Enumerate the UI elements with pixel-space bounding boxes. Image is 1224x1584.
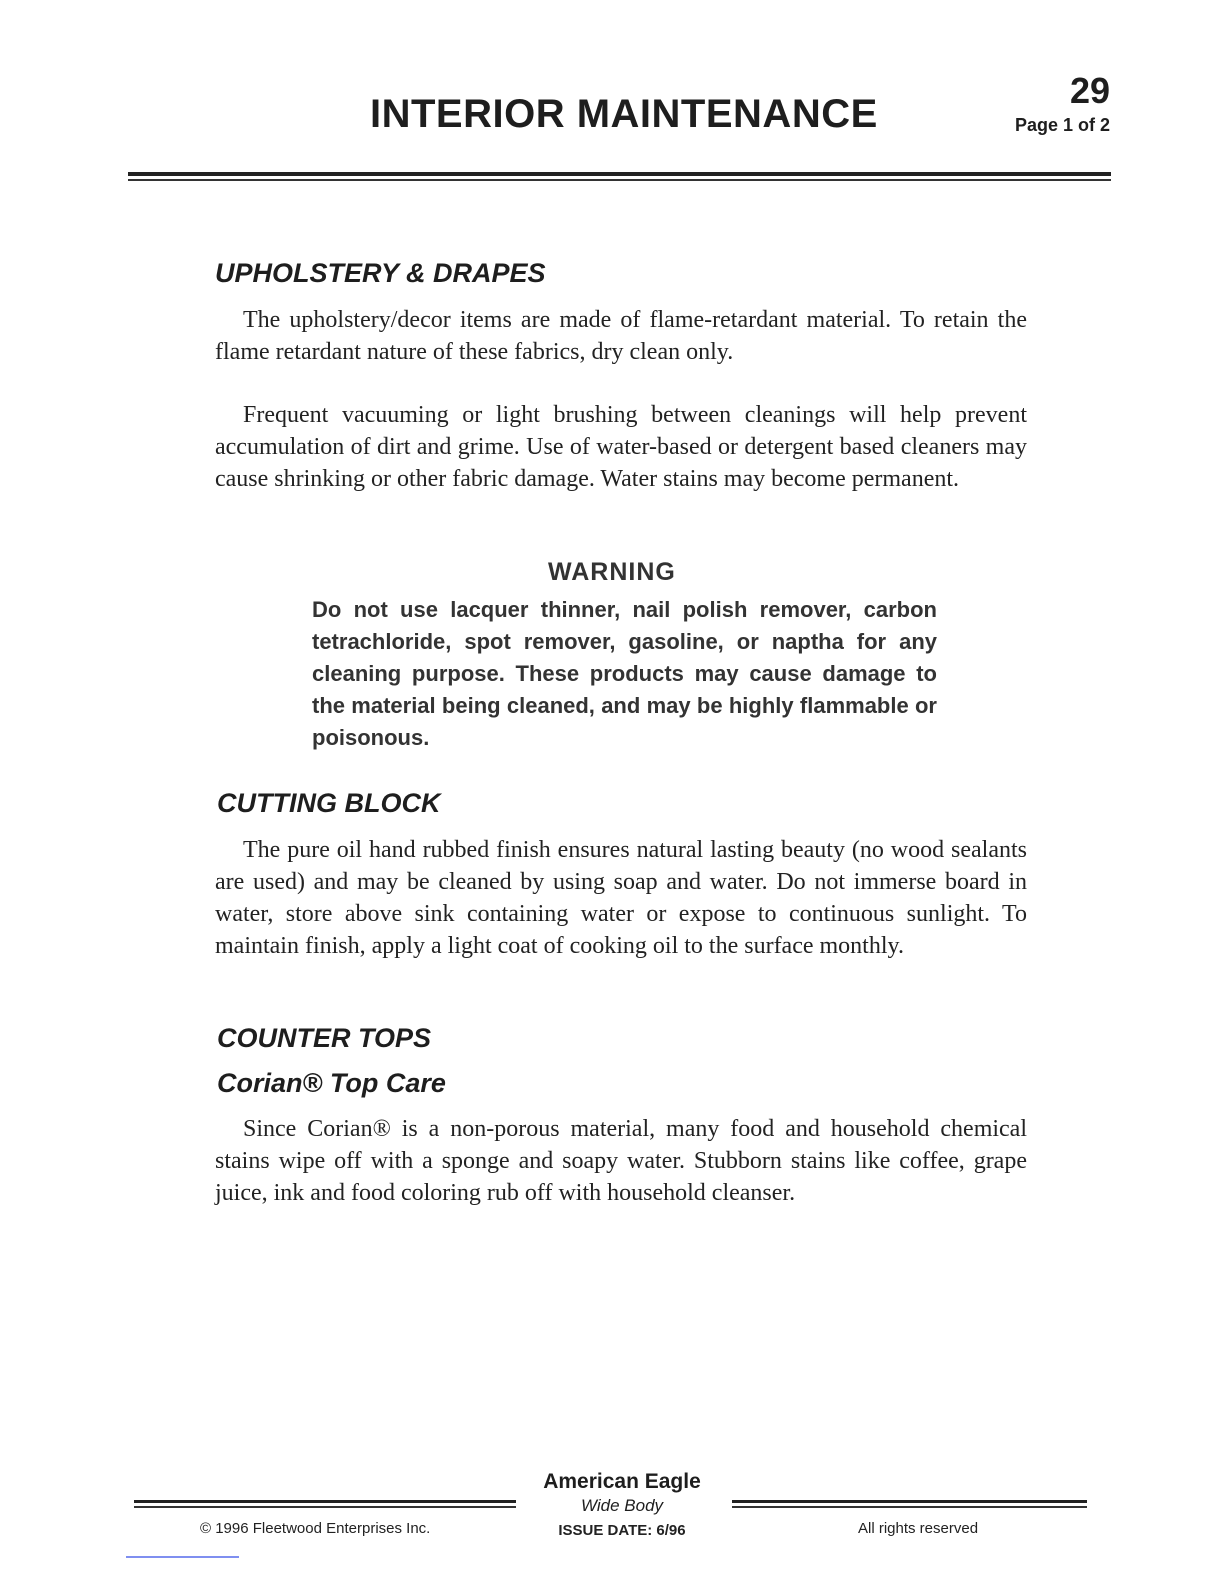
header-rule-secondary (128, 179, 1111, 181)
footer-rule-left-secondary (134, 1506, 516, 1508)
scan-mark (126, 1556, 239, 1558)
counter-tops-paragraph: Since Corian® is a non-porous material, many food and household chemical stains wipe off with a sponge and soapy water. Stubborn stains like coffee, grape juice, ink and food coloring rub off with household cleanser. (215, 1116, 1027, 1206)
page-title: INTERIOR MAINTENANCE (370, 92, 878, 136)
upholstery-heading: UPHOLSTERY & DRAPES (215, 258, 546, 288)
footer-brand: American Eagle (543, 1470, 701, 1493)
warning-text: Do not use lacquer thinner, nail polish remover, carbon tetrachloride, spot remover, gasoline, or naptha for any cleaning purpose. These products may cause damage to the material being cleaned, and may be highly flammable or poisonous. (312, 597, 937, 750)
page-count: Page 1 of 2 (1014, 115, 1110, 135)
cutting-block-paragraph: The pure oil hand rubbed finish ensures natural lasting beauty (no wood sealants are used) and may be cleaned by using soap and water. Do not immerse board in water, store above sink containing water or expose to continuous sunlight. To maintain finish, apply a light coat of cooking oil to the surface monthly. (215, 837, 1027, 959)
cutting-block-heading: CUTTING BLOCK (217, 788, 441, 818)
footer-rule-left (134, 1500, 516, 1503)
footer-copyright: © 1996 Fleetwood Enterprises Inc. (200, 1520, 431, 1537)
footer-rights: All rights reserved (858, 1520, 979, 1537)
footer-rule-right (732, 1500, 1087, 1503)
footer-issue-date: ISSUE DATE: 6/96 (558, 1522, 686, 1539)
footer-rule-right-secondary (732, 1506, 1087, 1508)
upholstery-paragraph-1: The upholstery/decor items are made of flame-retardant material. To retain the flame retardant nature of these fabrics, dry clean only. (215, 307, 1027, 365)
header-rule (128, 172, 1111, 176)
upholstery-paragraph-2: Frequent vacuuming or light brushing between cleanings will help prevent accumulation of dirt and grime. Use of water-based or detergent based cleaners may cause shrinking or other fabric damage. Water stains may become permanent. (215, 402, 1027, 492)
corian-subheading: Corian® Top Care (217, 1068, 446, 1098)
warning-title: WARNING (548, 558, 676, 586)
page-number: 29 (1069, 70, 1110, 111)
counter-tops-heading: COUNTER TOPS (217, 1023, 432, 1053)
footer-model: Wide Body (580, 1496, 664, 1515)
